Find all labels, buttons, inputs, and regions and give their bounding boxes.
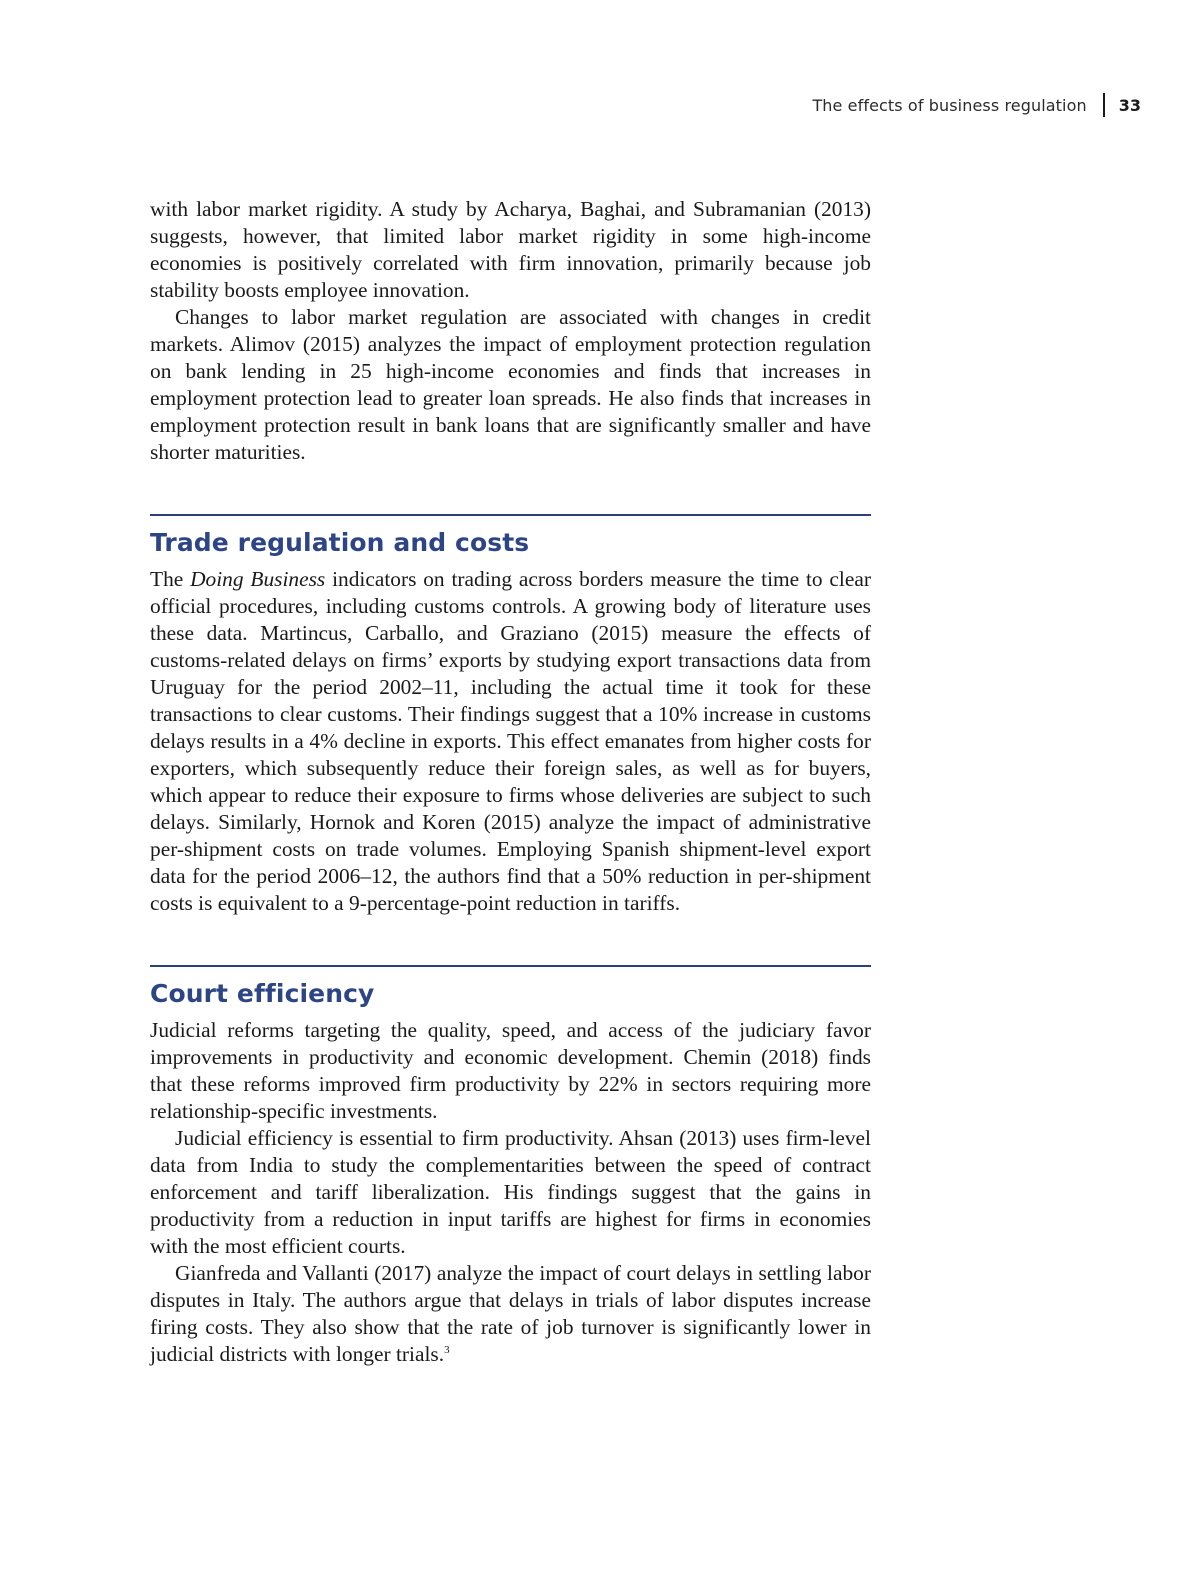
trade-paragraph-1 [150, 566, 871, 917]
section-title-court: Court efficiency [150, 979, 375, 1008]
court-paragraph-3-text: Gianfreda and Vallanti (2017) analyze the impact of court delays in settling labor disputes in Italy. The authors argue that delays in trials of labor disputes increase firing costs. They also show that the rate of job turnover is significantly lower in judicial districts with longer trials. [150, 1261, 871, 1366]
intro-paragraph-1: with labor market rigidity. A study by Acharya, Baghai, and Subramanian (2013) suggests, however, that limited labor market rigidity in some high-income economies is positively correlated with firm innovation, primarily because job stability boosts employee innovation. [150, 197, 871, 302]
court-paragraph-2: Judicial efficiency is essential to firm productivity. Ahsan (2013) uses firm-level data from India to study the complementarities between the speed of contract enforcement and tariff liberalization. His findings suggest that the gains in productivity from a reduction in input tariffs are highest for firms in economies with the most efficient courts. [150, 1126, 871, 1258]
trade-paragraph-1-start: The [150, 567, 191, 591]
court-paragraph-3 [150, 1260, 871, 1368]
trade-paragraph-1-rest: indicators on trading across borders measure the time to clear official procedures, including customs controls. A growing body of literature uses these data. Martincus, Carballo, and Graziano (2015) measure the effects of customs-related delays on firms’ exports by studying export transactions data from Uruguay for the period 2002–11, including the actual time it took for these transactions to clear customs. Their findings suggest that a 10% increase in customs delays results in a 4% decline in exports. This effect emanates from higher costs for exporters, which subsequently reduce their foreign sales, as well as for buyers, which appear to reduce their exposure to firms whose deliveries are subject to such delays. Similarly, Hornok and Koren (2015) analyze the impact of administrative per-shipment costs on trade volumes. Employing Spanish shipment-level export data for the period 2006–12, the authors find that a 50% reduction in per-shipment costs is equivalent to a 9-percentage-point reduction in tariffs. [150, 567, 871, 915]
page-number: 33 [1118, 95, 1141, 115]
section-title-trade: Trade regulation and costs [150, 528, 530, 557]
court-paragraph-1: Judicial reforms targeting the quality, speed, and access of the judiciary favor improvements in productivity and economic development. Chemin (2018) finds that these reforms improved firm productivity by 22% in sectors requiring more relationship-specific investments. [150, 1018, 871, 1123]
doing-business-italic: Doing Business [190, 567, 326, 591]
section-divider-trade [150, 514, 871, 516]
running-title: The effects of business regulation [812, 95, 1087, 115]
intro-paragraph-2: Changes to labor market regulation are associated with changes in credit markets. Alimov (2015) analyzes the impact of employment protection regulation on bank lending in 25 high-income economies and finds that increases in employment protection lead to greater loan spreads. He also finds that increases in employment protection result in bank loans that are significantly smaller and have shorter maturities. [150, 305, 871, 464]
page-body [150, 196, 871, 1368]
footnote-marker[interactable]: 3 [444, 1343, 450, 1356]
section-divider-court [150, 965, 871, 967]
header-divider [1103, 93, 1105, 117]
running-header [812, 93, 1141, 117]
